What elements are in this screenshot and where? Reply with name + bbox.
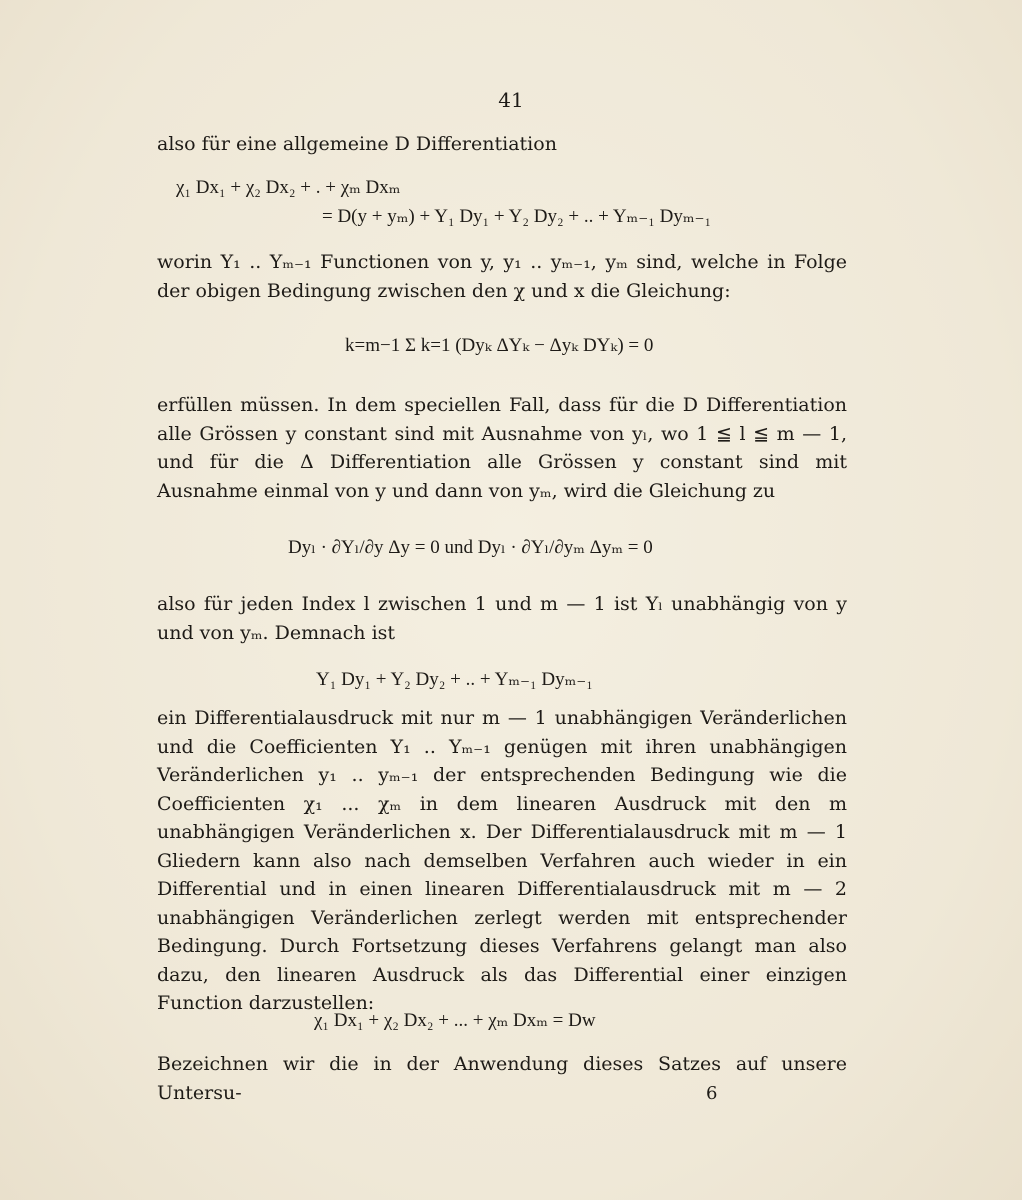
paragraph-3: erfüllen müssen. In dem speciellen Fall, dass für die D Differentiation alle Grössen y constant sind mit Ausnahme von yₗ, wo 1 ≦ l ≦ m — 1, und für die Δ Differentiation alle Grössen y constant sind mit Ausnahme einmal von y und dann von yₘ, wird die Gleichung zu	[157, 394, 847, 502]
equation-3: Dyₗ · ∂Yₗ/∂y Δy = 0 und Dyₗ · ∂Yₗ/∂yₘ Δyₘ = 0	[288, 537, 653, 558]
equation-2: k=m−1 Σ k=1 (Dyₖ ΔYₖ − Δyₖ DYₖ) = 0	[345, 335, 654, 356]
paragraph-5: ein Differentialausdruck mit nur m — 1 unabhängigen Veränderlichen und die Coefficienten Y₁ .. Yₘ₋₁ genügen mit ihren unabhängigen Veränderlichen y₁ .. yₘ₋₁ der entsprechenden Bedingung wie die Coefficienten χ₁ ... χₘ in dem linearen Ausdruck mit den m unabhängigen Veränderlichen x. Der Differentialausdruck mit m — 1 Gliedern kann also nach demselben Verfahren auch wieder in ein Differential und in einen linearen Differentialausdruck mit m — 2 unabhängigen Veränderlichen zerlegt werden mit entsprechender Bedingung. Durch Fortsetzung dieses Verfahrens gelangt man also dazu, den linearen Ausdruck als das Differential einer einzigen Function darzustellen:	[157, 707, 847, 1014]
equation-4: Y₁ Dy₁ + Y₂ Dy₂ + .. + Yₘ₋₁ Dyₘ₋₁	[316, 669, 593, 690]
signature-mark: 6	[706, 1083, 718, 1104]
paragraph-2: worin Y₁ .. Yₘ₋₁ Functionen von y, y₁ .. yₘ₋₁, yₘ sind, welche in Folge der obigen Bedingung zwischen den χ und x die Gleichung:	[157, 251, 847, 302]
paragraph-1: also für eine allgemeine D Differentiation	[157, 133, 557, 155]
equation-1-line-2: = D(y + yₘ) + Y₁ Dy₁ + Y₂ Dy₂ + .. + Yₘ₋₁ Dyₘ₋₁	[322, 206, 712, 227]
equation-5: χ₁ Dx₁ + χ₂ Dx₂ + ... + χₘ Dxₘ = Dw	[314, 1010, 596, 1031]
paragraph-6: Bezeichnen wir die in der Anwendung dieses Satzes auf unsere Untersu-	[157, 1053, 847, 1104]
paragraph-4: also für jeden Index l zwischen 1 und m — 1 ist Yₗ unabhängig von y und von yₘ. Demnach ist	[157, 593, 847, 644]
equation-1-line-1: χ₁ Dx₁ + χ₂ Dx₂ + . + χₘ Dxₘ	[176, 177, 401, 198]
page-number: 41	[498, 88, 524, 112]
